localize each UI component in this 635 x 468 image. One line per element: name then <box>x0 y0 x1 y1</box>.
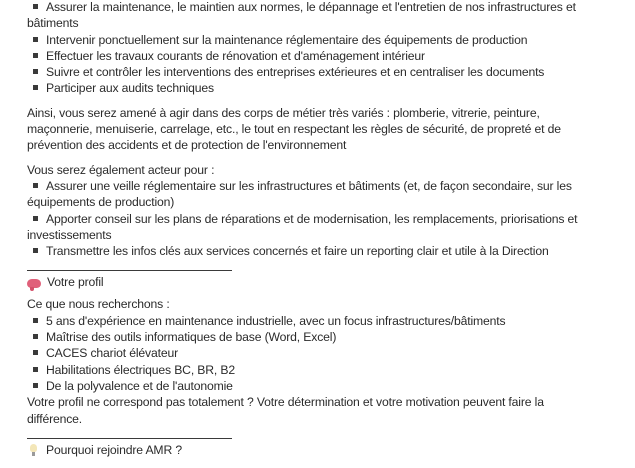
profile-heading-text: Votre profil <box>47 275 104 290</box>
list-item-text: Maîtrise des outils informatiques de base (Word, Excel) <box>46 330 337 345</box>
profile-closing-line: Votre profil ne correspond pas totalement ? Votre détermination et votre motivation peuvent faire la <box>27 395 544 410</box>
square-bullet-icon <box>33 383 38 388</box>
square-bullet-icon <box>33 350 38 355</box>
list-item <box>27 378 601 394</box>
list-item-continuation: bâtiments <box>27 16 79 31</box>
missions-list <box>27 0 601 97</box>
list-item-text: Intervenir ponctuellement sur la maintenance réglementaire des équipements de production <box>46 32 528 47</box>
job-description-document <box>27 0 601 458</box>
paragraph-line: maçonnerie, menuiserie, carrelage, etc., le tout en respectant les règles de sécurité, de propreté et de <box>27 122 561 137</box>
list-item <box>27 362 601 378</box>
why-heading <box>27 442 601 458</box>
profile-intro: Ce que nous recherchons : <box>27 297 170 312</box>
why-heading-text: Pourquoi rejoindre AMR ? <box>46 442 182 457</box>
list-item <box>27 48 601 64</box>
section-separator <box>27 427 232 439</box>
square-bullet-icon <box>33 69 38 74</box>
square-bullet-icon <box>33 53 38 58</box>
why-section <box>27 442 601 458</box>
list-item-text: CACES chariot élévateur <box>46 346 179 361</box>
square-bullet-icon <box>33 183 38 188</box>
square-bullet-icon <box>33 334 38 339</box>
square-bullet-icon <box>33 4 38 9</box>
actor-intro: Vous serez également acteur pour : <box>27 162 215 177</box>
square-bullet-icon <box>33 248 38 253</box>
list-item-continuation: investissements <box>27 227 112 242</box>
list-item-text: Effectuer les travaux courants de rénovation et d'aménagement intérieur <box>46 48 425 63</box>
list-item-text: Assurer la maintenance, le maintien aux normes, le dépannage et l'entretien de nos infrastructures et <box>46 0 576 14</box>
list-item <box>27 211 601 227</box>
profile-heading <box>27 274 601 290</box>
trades-paragraph <box>27 105 601 154</box>
paragraph-line: prévention des accidents et de protection de l'environnement <box>27 138 347 153</box>
paragraph-line: Ainsi, vous serez amené à agir dans des corps de métier très variés : plomberie, vitrerie, peinture, <box>27 105 540 120</box>
list-item <box>27 329 601 345</box>
list-item <box>27 313 601 329</box>
list-item-text: Suivre et contrôler les interventions des entreprises extérieures et en centraliser les documents <box>46 65 545 80</box>
list-item-text: Participer aux audits techniques <box>46 81 214 96</box>
list-item <box>27 243 601 259</box>
list-item <box>27 32 601 48</box>
list-item-continuation: équipements de production) <box>27 195 175 210</box>
square-bullet-icon <box>33 85 38 90</box>
list-item <box>27 345 601 361</box>
brain-emoji-icon <box>27 279 41 288</box>
profile-closing-line: différence. <box>27 411 83 426</box>
lightbulb-emoji-icon <box>30 444 37 456</box>
list-item-text: Apporter conseil sur les plans de réparations et de modernisation, les remplacements, priorisations et <box>46 211 578 226</box>
square-bullet-icon <box>33 318 38 323</box>
list-item-text: Assurer une veille réglementaire sur les infrastructures et bâtiments (et, de façon secondaire, sur les <box>46 178 572 193</box>
list-item <box>27 64 601 80</box>
list-item-text: 5 ans d'expérience en maintenance industrielle, avec un focus infrastructures/bâtiments <box>46 313 506 328</box>
section-separator <box>27 259 232 271</box>
profile-section <box>27 274 601 426</box>
list-item <box>27 80 601 96</box>
list-item <box>27 178 601 194</box>
square-bullet-icon <box>33 367 38 372</box>
list-item <box>27 0 601 15</box>
list-item-text: De la polyvalence et de l'autonomie <box>46 378 233 393</box>
actor-section <box>27 162 601 260</box>
spacer <box>27 154 601 162</box>
square-bullet-icon <box>33 216 38 221</box>
square-bullet-icon <box>33 37 38 42</box>
spacer <box>27 97 601 105</box>
list-item-text: Transmettre les infos clés aux services concernés et faire un reporting clair et utile à la Direction <box>46 244 549 259</box>
list-item-text: Habilitations électriques BC, BR, B2 <box>46 362 236 377</box>
